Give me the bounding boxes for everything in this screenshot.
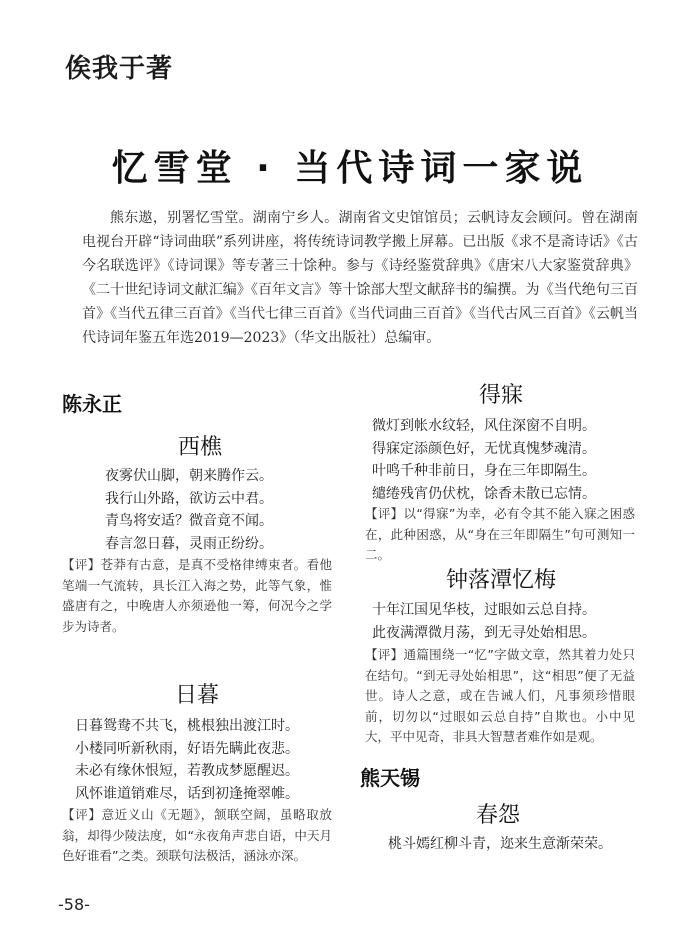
poem-line: 未必有缘休恨短，若教成梦愿醒迟。 <box>75 763 299 779</box>
poem-body-xiqiao <box>105 465 273 555</box>
poem-title-chunyuan: 春怨 <box>475 803 520 828</box>
comment-demei <box>365 504 635 566</box>
author-name-chen: 陈永正 <box>62 392 122 416</box>
poem-line: 青鸟将安适？微音竟不闻。 <box>105 513 273 529</box>
poem-body-chunyuan <box>388 833 612 856</box>
comment-tag: 【评】 <box>62 557 101 572</box>
poem-line: 春言忽日暮，灵雨正纷纷。 <box>105 535 273 552</box>
poem-line: 缱绻残宵仍伏枕，馀香未散已忘情。 <box>372 485 596 502</box>
author-name-xiong: 熊天锡 <box>360 766 420 790</box>
poem-line: 日暮鸳鸯不共飞，桃根独出渡江时。 <box>75 718 299 734</box>
comment-text: 以“得寐”为幸，必有令其不能入寐之困惑在，此种困惑，从“身在三年即隔生”句可测知一二。 <box>365 506 635 562</box>
comment-tag: 【评】 <box>62 807 102 822</box>
comment-rimu <box>62 805 332 867</box>
poem-body-zhongluotan <box>372 599 596 644</box>
poem-title-zhongluotan: 钟落潭忆梅 <box>445 568 556 593</box>
poem-line: 十年江国见华枝，过眼如云总自持。 <box>372 602 596 618</box>
poem-line: 夜雾伏山脚，朝来腾作云。 <box>105 468 273 484</box>
poem-body-rimu <box>75 715 299 805</box>
comment-text: 意近义山《无题》，颔联空阔，虽略取放翁，却得少陵法度，如“永夜角声悲自语，中天月色好谁看”之类。颈联句法极活，涵泳亦深。 <box>62 807 332 863</box>
comment-text: 苍莽有古意，是真不受格律缚束者。看他笔端一气流转，具长江入海之势，此等气象，惟盛唐有之，中晚唐人亦须逊他一筹，何况今之学步为诗者。 <box>62 557 332 634</box>
poem-title-demei: 得寐 <box>478 383 523 408</box>
article-title: 忆雪堂 · 当代诗词一家说 <box>111 148 589 189</box>
poem-line: 风怀谁道销难尽，话到初逢掩翠帷。 <box>75 785 299 802</box>
comment-xiqiao <box>62 555 332 637</box>
comment-text: 通篇围绕一“忆”字做文章，然其着力处只在结句。“到无寻处始相思”，这“相思”便了无益世。诗人之意，或在告诫人们，凡事须珍惜眼前，切勿以“过眼如云总自持”自欺也。小中见大，平中见奇，非具大智慧者难作如是观。 <box>365 647 635 744</box>
poem-line: 小楼同听新秋雨，好语先瞒此夜悲。 <box>75 740 299 757</box>
comment-tag: 【评】 <box>365 647 404 662</box>
poem-line: 我行山外路，欲访云中君。 <box>105 490 273 507</box>
page-number: -58- <box>58 895 90 914</box>
poem-title-xiqiao: 西樵 <box>177 435 222 460</box>
poem-line: 叶鸣千种非前日，身在三年即隔生。 <box>372 463 596 479</box>
poem-line: 得寐定添颜色好，无忧真愧梦魂清。 <box>372 440 596 457</box>
comment-tag: 【评】 <box>365 506 404 521</box>
section-label: 俟我于著 <box>65 54 174 84</box>
poem-line: 微灯到帐水纹轻，风住深窗不自明。 <box>372 418 596 434</box>
poem-title-rimu: 日暮 <box>174 683 219 708</box>
poem-line: 此夜满潭微月荡，到无寻处始相思。 <box>372 624 596 641</box>
comment-zhongluotan <box>365 645 635 748</box>
author-bio: 熊东遨，别署忆雪堂。湖南宁乡人。湖南省文史馆馆员；云帆诗友会顾问。曾在湖南电视台开辟“诗词曲联”系列讲座，将传统诗词教学搬上屏幕。已出版《求不是斋诗话》《古今名联选评》《诗词课》等专著三十馀种。参与《诗经鉴赏辞典》《唐宋八大家鉴赏辞典》《二十世纪诗词文献汇编》《百年文言》等十馀部大型文献辞书的编撰。为《当代绝句三百首》《当代五律三百首》《当代七律三百首》《当代词曲三百首》《当代古风三百首》《云帆当代诗词年鉴五年选2019—2023》（华文出版社）总编审。 <box>82 210 638 346</box>
poem-line: 桃斗嫣红柳斗青，迩来生意渐荣荣。 <box>388 836 612 852</box>
poem-body-demei <box>372 415 596 505</box>
